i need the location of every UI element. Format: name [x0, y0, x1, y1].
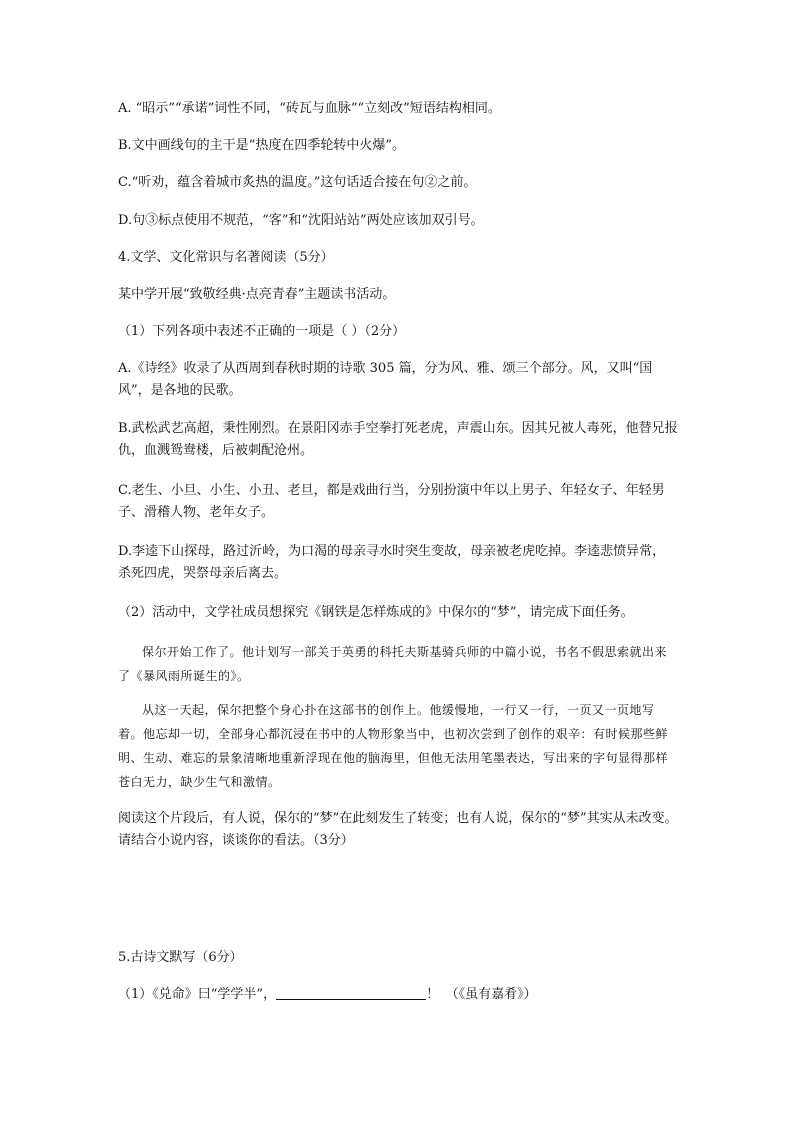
q5-sub1-suffix: ！ （《虽有嘉肴》）: [426, 987, 537, 1002]
q4-sub1-question: （1）下列各项中表述不正确的一项是（ ）（2分）: [118, 324, 406, 339]
q4-sub1-option-c: C.老生、小旦、小生、小丑、老旦，都是戏曲行当，分别扮演中年以上男子、年轻女子、年轻男子、滑稽人物、老年女子。: [118, 483, 665, 520]
q4-title: 4.文学、文化常识与名著阅读（5分）: [118, 250, 334, 265]
answer-blank[interactable]: [276, 985, 426, 1000]
q4-sub1-option-a: A.《诗经》收录了从西周到春秋时期的诗歌 305 篇，分为风、雅、颂三个部分。风，又叫“国风”，是各地的民歌。: [118, 361, 653, 398]
q4-sub2-question: （2）活动中，文学社成员想探究《钢铁是怎样炼成的》中保尔的“梦”，请完成下面任务。: [118, 605, 634, 620]
q4-sub2-task: 阅读这个片段后，有人说，保尔的“梦”在此刻发生了转变；也有人说，保尔的“梦”其实从未改变。请结合小说内容，谈谈你的看法。（3分）: [118, 811, 678, 848]
q4-sub1-option-d: D.李逵下山探母，路过沂岭，为口渴的母亲寻水时突生变故，母亲被老虎吃掉。李逵悲愤异常，杀死四虎，哭祭母亲后离去。: [118, 544, 666, 581]
q5-sub1-prefix: （1）《兑命》曰“学学半”，: [118, 987, 277, 1002]
q4-sub1-option-b: B.武松武艺高超，秉性刚烈。在景阳冈赤手空拳打死老虎，声震山东。因其兄被人毒死，他替兄报仇，血溅鸳鸯楼，后被刺配沧州。: [118, 421, 678, 458]
q5-sub1: [118, 984, 678, 1006]
q3-option-b: B.文中画线句的主干是“热度在四季轮转中火爆”。: [118, 138, 405, 153]
q4-intro: 某中学开展“致敬经典·点亮青春”主题读书活动。: [118, 287, 396, 302]
q3-option-d: D.句③标点使用不规范，“客”和“沈阳站站”两处应该加双引号。: [118, 213, 484, 228]
excerpt-paragraph-1: 保尔开始工作了。他计划写一部关于英勇的科托夫斯基骑兵师的中篇小说，书名不假思索就出来了《暴风雨所诞生的》。: [118, 645, 668, 683]
q5-title: 5.古诗文默写（6分）: [118, 950, 243, 965]
q3-option-a: A. “昭示”“承诺”词性不同，“砖瓦与血脉”“立刻改”短语结构相同。: [118, 101, 501, 116]
excerpt-paragraph-2: 从这一天起，保尔把整个身心扑在这部书的创作上。他缓慢地，一行又一行，一页又一页地写着。他忘却一切，全部身心都沉浸在书中的人物形象当中，也初次尝到了创作的艰辛：有时候那些鲜明、生动、难忘的景象清晰地重新浮现在他的脑海里，但他无法用笔墨表达，写出来的字句显得那样苍白无力，缺少生气和激情。: [118, 703, 669, 789]
q3-option-c: C.“听劝，蕴含着城市炙热的温度。”这句话适合接在句②之前。: [118, 175, 477, 190]
